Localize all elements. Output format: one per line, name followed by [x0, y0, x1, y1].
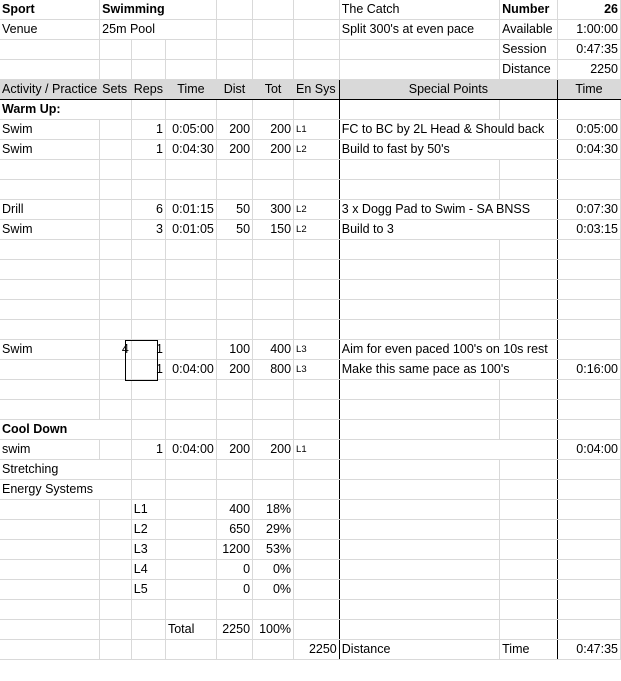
energy-row: L2 650 29%	[0, 520, 621, 540]
total-dist: 2250	[216, 620, 252, 640]
energy-total-row	[0, 620, 621, 640]
table-row[interactable]: 1 0:04:00 200 800 L3 Make this same pace as 100's 0:16:00	[0, 360, 621, 380]
col-reps: Reps	[131, 80, 165, 100]
footer-dist-value: 2250	[294, 640, 340, 660]
stretching-label[interactable]: Stretching	[0, 460, 131, 480]
distance-value: 2250	[557, 60, 620, 80]
energy-row: L5 0 0%	[0, 580, 621, 600]
session-subtitle[interactable]: Split 300's at even pace	[339, 20, 499, 40]
col-dist: Dist	[216, 80, 252, 100]
table-row[interactable]: Swim 1 0:04:30 200 200 L2 Build to fast by 50's 0:04:30	[0, 140, 621, 160]
energy-systems-label: Energy Systems	[0, 480, 131, 500]
col-ensys: En Sys	[294, 80, 340, 100]
table-row[interactable]: Swim 3 0:01:05 50 150 L2 Build to 3 0:03:15	[0, 220, 621, 240]
venue-label: Venue	[0, 20, 100, 40]
col-activity: Activity / Practice	[0, 80, 100, 100]
number-value[interactable]: 26	[557, 0, 620, 20]
section-cooldown: Cool Down	[0, 420, 131, 440]
col-sets: Sets	[100, 80, 132, 100]
available-label: Available	[500, 20, 558, 40]
column-header-row	[0, 80, 621, 100]
footer-time-value: 0:47:35	[557, 640, 620, 660]
table-row[interactable]: Swim 4 1 100 400 L3 Aim for even paced 100's on 10s rest	[0, 340, 621, 360]
total-pct: 100%	[253, 620, 294, 640]
available-value[interactable]: 1:00:00	[557, 20, 620, 40]
table-row[interactable]: Drill 6 0:01:15 50 300 L2 3 x Dogg Pad to Swim - SA BNSS 0:07:30	[0, 200, 621, 220]
table-row[interactable]: Swim 1 0:05:00 200 200 L1 FC to BC by 2L Head & Should back 0:05:00	[0, 120, 621, 140]
sport-value[interactable]: Swimming	[100, 0, 217, 20]
sport-label: Sport	[0, 0, 100, 20]
session-label: Session	[500, 40, 558, 60]
session-title[interactable]: The Catch	[339, 0, 499, 20]
col-total-time: Time	[557, 80, 620, 100]
col-tot: Tot	[253, 80, 294, 100]
energy-row: L4 0 0%	[0, 560, 621, 580]
col-special-points: Special Points	[339, 80, 557, 100]
section-warmup: Warm Up:	[0, 100, 131, 120]
energy-row: L1 400 18%	[0, 500, 621, 520]
footer-row	[0, 640, 621, 660]
number-label: Number	[500, 0, 558, 20]
distance-label: Distance	[500, 60, 558, 80]
energy-row: L3 1200 53%	[0, 540, 621, 560]
footer-time-label: Time	[500, 640, 558, 660]
footer-dist-label: Distance	[339, 640, 499, 660]
col-time: Time	[165, 80, 216, 100]
table-row[interactable]: swim 1 0:04:00 200 200 L1 0:04:00	[0, 440, 621, 460]
venue-value[interactable]: 25m Pool	[100, 20, 217, 40]
session-value: 0:47:35	[557, 40, 620, 60]
total-label: Total	[165, 620, 216, 640]
